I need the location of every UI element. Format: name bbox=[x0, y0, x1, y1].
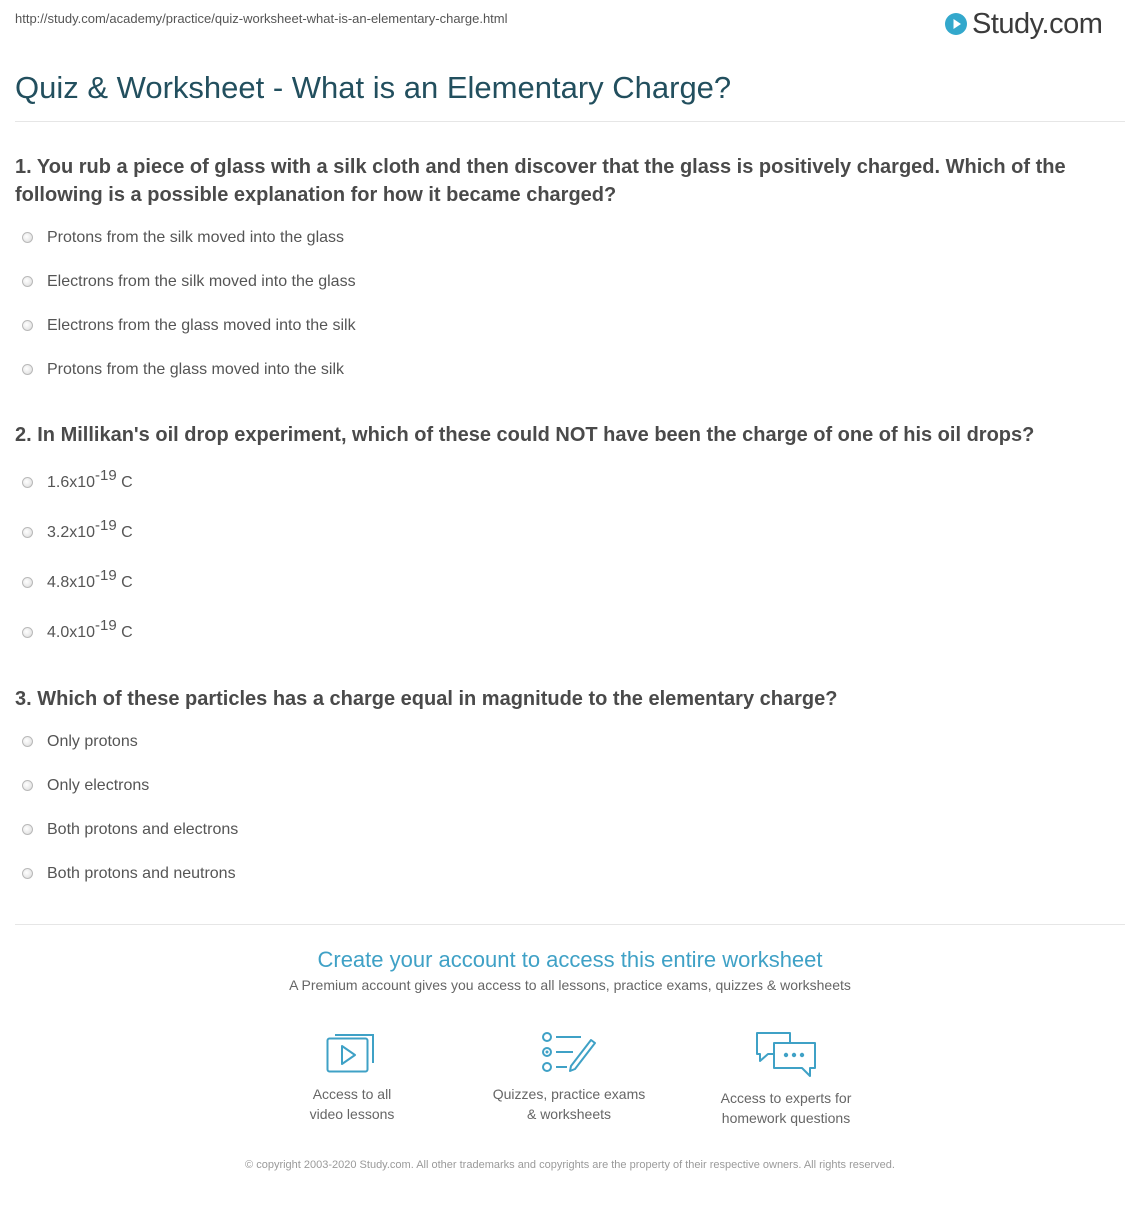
video-lesson-icon bbox=[326, 1030, 378, 1074]
radio-button[interactable] bbox=[22, 527, 33, 538]
radio-button[interactable] bbox=[22, 627, 33, 638]
answer-label: Only electrons bbox=[47, 777, 150, 794]
charge-value: 4.0x10 bbox=[47, 624, 96, 641]
radio-button[interactable] bbox=[22, 824, 33, 835]
answer-option[interactable] bbox=[22, 271, 356, 293]
feature-label-line2: video lessons bbox=[309, 1106, 395, 1122]
answer-label: Protons from the silk moved into the glass bbox=[47, 229, 345, 246]
question-2 bbox=[15, 421, 1120, 449]
answer-option[interactable] bbox=[22, 359, 344, 381]
radio-button[interactable] bbox=[22, 780, 33, 791]
answer-option[interactable] bbox=[22, 731, 138, 753]
logo-name: Study bbox=[972, 8, 1042, 40]
charge-exponent: -19 bbox=[95, 517, 117, 534]
answer-label bbox=[47, 517, 133, 544]
answer-option[interactable] bbox=[22, 567, 133, 594]
question-3-text: 3. Which of these particles has a charge equal in magnitude to the elementary charge? bbox=[15, 688, 838, 710]
radio-button[interactable] bbox=[22, 364, 33, 375]
answer-option[interactable] bbox=[22, 775, 149, 797]
answer-label: Protons from the glass moved into the silk bbox=[47, 361, 345, 378]
answer-option[interactable] bbox=[22, 467, 133, 494]
radio-button[interactable] bbox=[22, 276, 33, 287]
answer-option[interactable] bbox=[22, 863, 236, 885]
answer-option[interactable] bbox=[22, 819, 238, 841]
study-logo[interactable] bbox=[944, 8, 1102, 40]
play-logo-icon bbox=[944, 12, 968, 36]
charge-unit: C bbox=[116, 624, 133, 641]
question-1-text: 1. You rub a piece of glass with a silk cloth and then discover that the glass is positively charged. Which of the following is a possible explanation for how it became charged? bbox=[15, 156, 1066, 206]
answer-label: Only protons bbox=[47, 733, 138, 750]
charge-unit: C bbox=[116, 524, 133, 541]
radio-button[interactable] bbox=[22, 320, 33, 331]
charge-exponent: -19 bbox=[95, 617, 117, 634]
answer-option[interactable] bbox=[22, 517, 133, 544]
answer-label: Both protons and neutrons bbox=[47, 865, 236, 882]
logo-tld: .com bbox=[1041, 8, 1103, 40]
title-divider bbox=[15, 121, 1125, 122]
answer-label bbox=[47, 467, 133, 494]
radio-button[interactable] bbox=[22, 232, 33, 243]
radio-button[interactable] bbox=[22, 477, 33, 488]
answer-option[interactable] bbox=[22, 315, 356, 337]
charge-value: 3.2x10 bbox=[47, 524, 96, 541]
feature-label-line1: Access to all bbox=[312, 1086, 392, 1102]
answer-label: Electrons from the silk moved into the glass bbox=[47, 273, 356, 290]
question-1 bbox=[15, 153, 1120, 209]
copyright-footer: © copyright 2003-2020 Study.com. All other trademarks and copyrights are the property of their respective owners. All rights reserved. bbox=[245, 1159, 895, 1171]
answer-label: Both protons and electrons bbox=[47, 821, 239, 838]
question-2-text: 2. In Millikan's oil drop experiment, which of these could NOT have been the charge of one of his oil drops? bbox=[15, 424, 1035, 446]
chat-bubbles-icon bbox=[754, 1030, 818, 1078]
radio-button[interactable] bbox=[22, 736, 33, 747]
answer-label bbox=[47, 567, 133, 594]
create-account-link[interactable]: Create your account to access this entire worksheet bbox=[317, 947, 823, 972]
page-title: Quiz & Worksheet - What is an Elementary Charge? bbox=[15, 70, 732, 105]
radio-button[interactable] bbox=[22, 577, 33, 588]
charge-value: 4.8x10 bbox=[47, 574, 96, 591]
radio-button[interactable] bbox=[22, 868, 33, 879]
answer-option[interactable] bbox=[22, 227, 344, 249]
charge-value: 1.6x10 bbox=[47, 474, 96, 491]
charge-unit: C bbox=[116, 474, 133, 491]
charge-exponent: -19 bbox=[95, 467, 117, 484]
feature-label-line2: homework questions bbox=[721, 1110, 851, 1126]
feature-experts bbox=[686, 1030, 886, 1128]
cta-subtitle: A Premium account gives you access to all lessons, practice exams, quizzes & worksheets bbox=[289, 977, 851, 993]
feature-video-lessons bbox=[252, 1030, 452, 1124]
answer-label: Electrons from the glass moved into the silk bbox=[47, 317, 356, 334]
feature-label-line1: Access to experts for bbox=[720, 1090, 852, 1106]
cta-divider bbox=[15, 924, 1125, 925]
answer-option[interactable] bbox=[22, 617, 133, 644]
charge-exponent: -19 bbox=[95, 567, 117, 584]
answer-label bbox=[47, 617, 133, 644]
charge-unit: C bbox=[116, 574, 133, 591]
quiz-checklist-icon bbox=[541, 1030, 597, 1074]
question-3 bbox=[15, 685, 1120, 713]
feature-label-line2: & worksheets bbox=[526, 1106, 612, 1122]
feature-quizzes bbox=[469, 1030, 669, 1124]
feature-label-line1: Quizzes, practice exams bbox=[492, 1086, 646, 1102]
page-url: http://study.com/academy/practice/quiz-worksheet-what-is-an-elementary-charge.html bbox=[15, 11, 508, 26]
